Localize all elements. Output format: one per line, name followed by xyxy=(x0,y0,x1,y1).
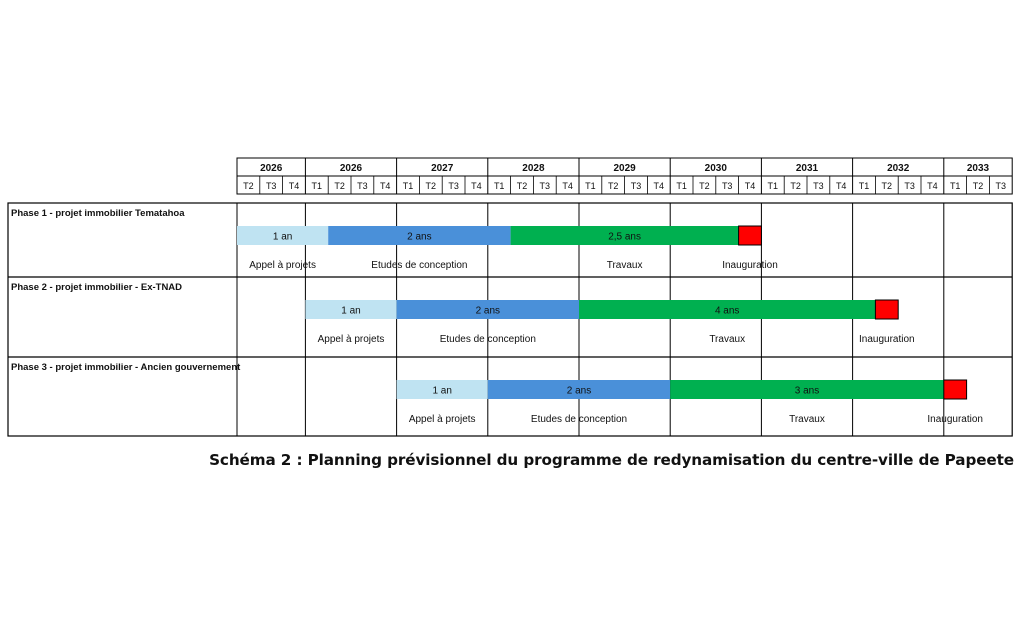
quarter-label: T3 xyxy=(448,181,459,191)
task-duration-label: 1 an xyxy=(272,231,293,243)
task-name-label: Appel à projets xyxy=(317,334,385,345)
chart-caption: Schéma 2 : Planning prévisionnel du programme de redynamisation du centre-ville de Papeete xyxy=(209,451,1014,469)
year-label: 2033 xyxy=(966,163,990,174)
year-label: 2031 xyxy=(795,163,819,174)
task-duration-label: 3 ans xyxy=(794,385,820,397)
task-name-label: Etudes de conception xyxy=(530,414,628,425)
quarter-label: T1 xyxy=(949,181,961,191)
year-label: 2026 xyxy=(339,163,363,174)
quarter-label: T2 xyxy=(881,181,893,191)
quarter-label: T2 xyxy=(607,181,619,191)
quarter-label: T4 xyxy=(835,181,847,191)
year-label: 2026 xyxy=(260,163,283,174)
quarter-label: T1 xyxy=(493,181,505,191)
task-bar xyxy=(875,300,898,319)
quarter-label: T2 xyxy=(790,181,801,191)
quarter-label: T2 xyxy=(425,181,437,191)
quarter-label: T3 xyxy=(357,181,368,191)
quarter-label: T4 xyxy=(927,181,938,191)
timeline-header xyxy=(237,158,1012,194)
quarter-label: T2 xyxy=(243,181,254,191)
task-duration-label: 2 ans xyxy=(475,305,501,317)
phases-area xyxy=(11,208,983,425)
year-label: 2029 xyxy=(613,163,636,174)
quarter-label: T2 xyxy=(699,181,710,191)
task-name-label: Travaux xyxy=(606,260,643,271)
quarter-label: T1 xyxy=(585,181,596,191)
quarter-label: T4 xyxy=(744,181,756,191)
quarter-label: T1 xyxy=(767,181,779,191)
year-label: 2028 xyxy=(522,163,545,174)
task-name-label: Inauguration xyxy=(722,260,778,271)
phase-row xyxy=(11,362,983,425)
quarter-label: T4 xyxy=(562,181,573,191)
year-label: 2027 xyxy=(431,163,454,174)
task-name-label: Etudes de conception xyxy=(439,334,536,345)
quarter-label: T4 xyxy=(379,181,391,191)
task-duration-label: 1 an xyxy=(432,385,452,397)
phase-row xyxy=(11,282,915,345)
task-duration-label: 2,5 ans xyxy=(608,231,642,243)
quarter-label: T4 xyxy=(288,181,300,191)
quarter-label: T4 xyxy=(653,181,665,191)
task-duration-label: 4 ans xyxy=(714,305,740,317)
task-bar xyxy=(739,226,762,245)
quarter-label: T3 xyxy=(721,181,733,191)
task-name-label: Inauguration xyxy=(858,334,915,345)
task-name-label: Travaux xyxy=(709,334,746,345)
quarter-label: T3 xyxy=(995,181,1007,191)
task-name-label: Inauguration xyxy=(927,414,984,425)
quarter-label: T2 xyxy=(334,181,345,191)
quarter-label: T1 xyxy=(402,181,414,191)
year-label: 2030 xyxy=(704,163,727,174)
quarter-label: T3 xyxy=(539,181,551,191)
phase-title: Phase 3 - projet immobilier - Ancien gouvernement xyxy=(11,362,241,373)
task-duration-label: 2 ans xyxy=(566,385,592,397)
task-name-label: Travaux xyxy=(789,414,825,425)
phase-title: Phase 1 - projet immobilier Tematahoa xyxy=(11,208,185,219)
phase-row xyxy=(11,208,778,271)
quarter-label: T1 xyxy=(311,181,323,191)
task-duration-label: 2 ans xyxy=(407,231,432,243)
quarter-label: T2 xyxy=(516,181,528,191)
quarter-label: T3 xyxy=(813,181,824,191)
quarter-label: T4 xyxy=(471,181,482,191)
task-duration-label: 1 an xyxy=(341,305,361,317)
task-bar xyxy=(944,380,967,399)
quarter-label: T3 xyxy=(265,181,277,191)
task-name-label: Appel à projets xyxy=(249,260,316,271)
task-name-label: Etudes de conception xyxy=(371,260,468,271)
quarter-label: T2 xyxy=(972,181,984,191)
quarter-label: T1 xyxy=(676,181,687,191)
year-label: 2032 xyxy=(887,163,910,174)
quarter-label: T3 xyxy=(630,181,642,191)
quarter-label: T3 xyxy=(904,181,915,191)
task-name-label: Appel à projets xyxy=(408,414,476,425)
phase-title: Phase 2 - projet immobilier - Ex-TNAD xyxy=(11,282,183,293)
quarter-label: T1 xyxy=(858,181,870,191)
